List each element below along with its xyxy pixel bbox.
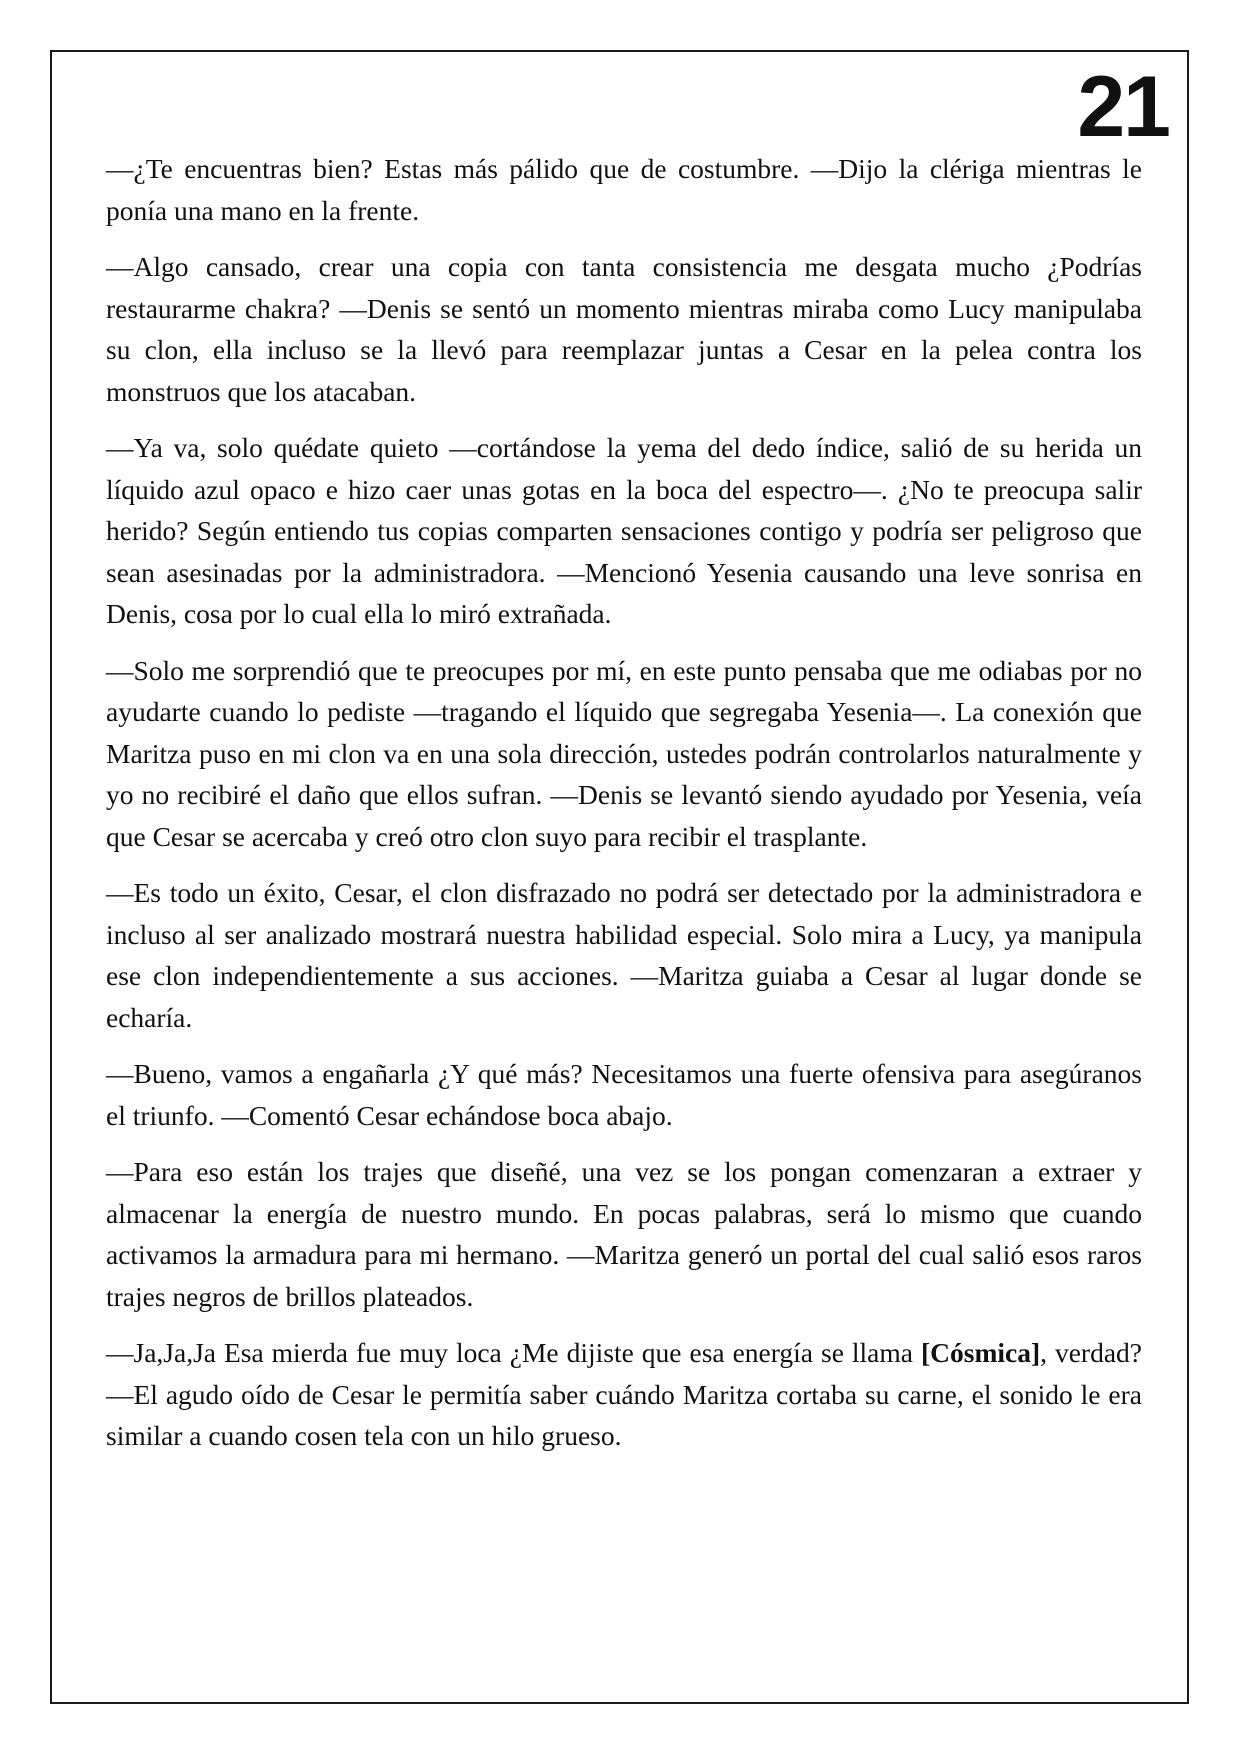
paragraph-1: —¿Te encuentras bien? Estas más pálido que de costumbre. —Dijo la clériga mientras le ponía una mano en la frente.: [106, 153, 1142, 226]
page-number: 21: [1077, 59, 1169, 155]
paragraph-3: —Ya va, solo quédate quieto —cortándose la yema del dedo índice, salió de su herida un líquido azul opaco e hizo caer unas gotas en la boca del espectro—. ¿No te preocupa salir herido? Según entiendo tus copias comparten sensaciones contigo y podría ser peligroso que sean asesinadas por la administradora. —Mencionó Yesenia causando una leve sonrisa en Denis, cosa por lo cual ella lo miró extrañada.: [106, 432, 1142, 629]
paragraph-4: —Solo me sorprendió que te preocupes por mí, en este punto pensaba que me odiabas por no ayudarte cuando lo pediste —tragando el líquido que segregaba Yesenia—. La conexión que Maritza puso en mi clon va en una sola dirección, ustedes podrán controlarlos naturalmente y yo no recibiré el daño que ellos sufran. —Denis se levantó siendo ayudado por Yesenia, veía que Cesar se acercaba y creó otro clon suyo para recibir el trasplante.: [106, 654, 1142, 852]
paragraph-5: —Es todo un éxito, Cesar, el clon disfrazado no podrá ser detectado por la administradora e incluso al ser analizado mostrará nuestra habilidad especial. Solo mira a Lucy, ya manipula ese clon independientemente a sus acciones. —Maritza guiaba a Cesar al lugar donde se echaría.: [106, 877, 1142, 1033]
paragraph-6: —Bueno, vamos a engañarla ¿Y qué más? Necesitamos una fuerte ofensiva para asegúranos el triunfo. —Comentó Cesar echándose boca abajo.: [106, 1058, 1142, 1131]
paragraph-8-text-before: —Ja,Ja,Ja Esa mierda fue muy loca ¿Me dijiste que esa energía se llama: [106, 1337, 921, 1368]
paragraph-7: —Para eso están los trajes que diseñé, una vez se los pongan comenzaran a extraer y almacenar la energía de nuestro mundo. En pocas palabras, será lo mismo que cuando activamos la armadura para mi hermano. —Maritza generó un portal del cual salió esos raros trajes negros de brillos plateados.: [106, 1156, 1142, 1312]
paragraph-2: —Algo cansado, crear una copia con tanta consistencia me desgata mucho ¿Podrías restaurarme chakra? —Denis se sentó un momento mientras miraba como Lucy manipulaba su clon, ella incluso se la llevó para reemplazar juntas a Cesar en la pelea contra los monstruos que los atacaban.: [106, 251, 1142, 407]
cosmica-term: [Cósmica]: [920, 1337, 1041, 1368]
paragraph-8: [106, 1332, 1142, 1457]
page-frame: [50, 50, 1189, 1704]
paragraph-8-text-after: , verdad? —El agudo oído de Cesar le permitía saber cuándo Maritza cortaba su carne, el sonido le era similar a cuando cosen tela con un hilo grueso.: [106, 1337, 1142, 1451]
text-body: [106, 148, 1142, 1472]
